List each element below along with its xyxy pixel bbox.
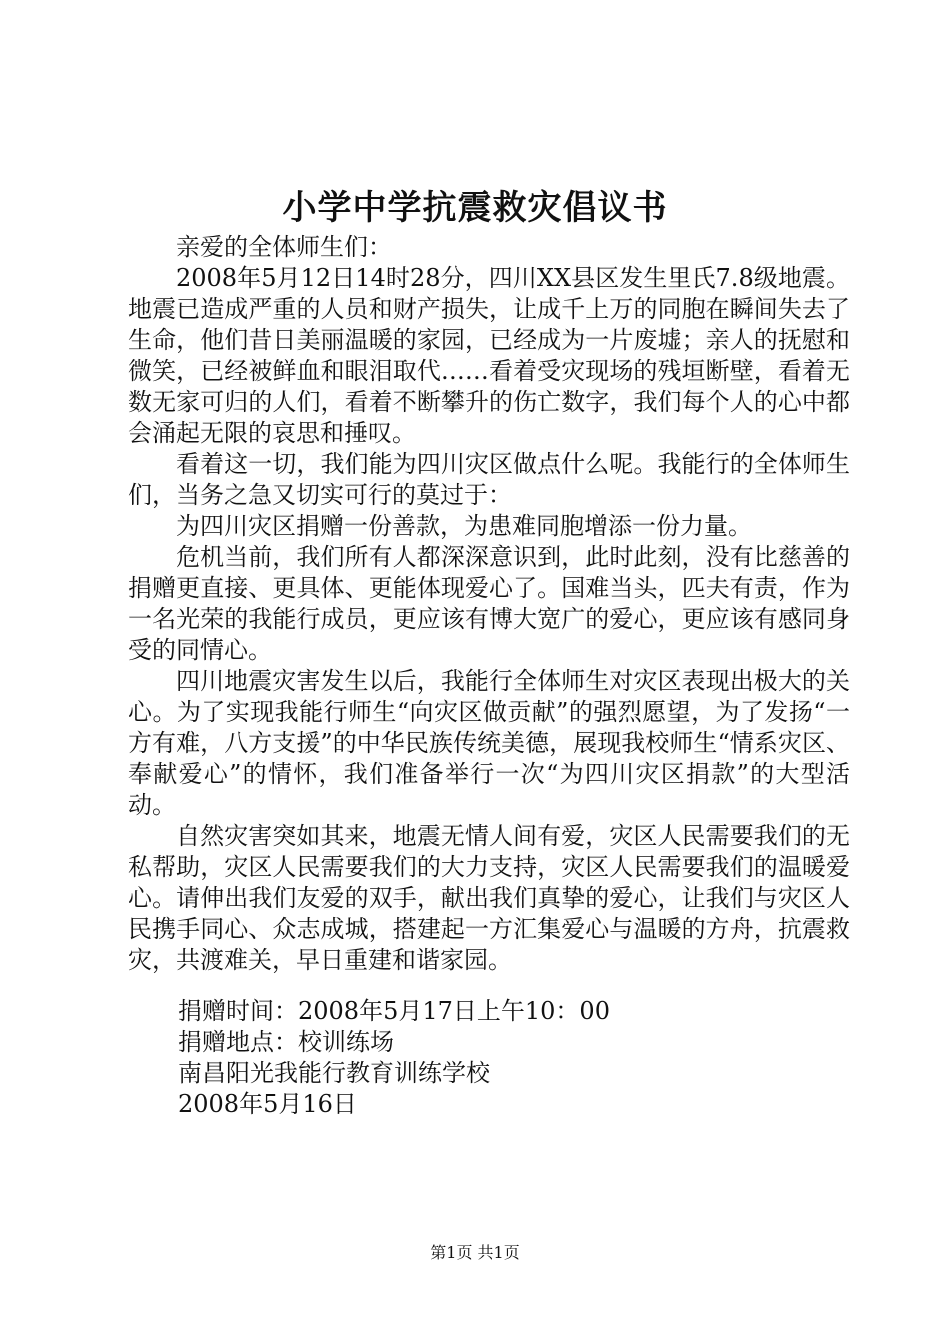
signature-block: [178, 996, 610, 1120]
organization-name: 南昌阳光我能行教育训练学校: [178, 1059, 490, 1087]
paragraph-3: 为四川灾区捐赠一份善款，为患难同胞增添一份力量。: [176, 512, 752, 540]
donation-time: 捐赠时间：2008年5月17日上午10：00: [178, 997, 610, 1025]
paragraph-6: 自然灾害突如其来，地震无情人间有爱，灾区人民需要我们的无私帮助，灾区人民需要我们的大力支持，灾区人民需要我们的温暖爱心。请伸出我们友爱的双手，献出我们真挚的爱心，让我们与灾区人民携手同心、众志成城，搭建起一方汇集爱心与温暖的方舟，抗震救灾，共渡难关，早日重建和谐家园。: [128, 822, 850, 974]
greeting: 亲爱的全体师生们：: [176, 233, 392, 261]
paragraph-5: 四川地震灾害发生以后，我能行全体师生对灾区表现出极大的关心。为了实现我能行师生“向灾区做贡献”的强烈愿望，为了发扬“一方有难，八方支援”的中华民族传统美德，展现我校师生“情系灾区、奉献爱心”的情怀，我们准备举行一次“为四川灾区捐款”的大型活动。: [128, 667, 850, 819]
donation-place: 捐赠地点：校训练场: [178, 1028, 394, 1056]
paragraph-4: 危机当前，我们所有人都深深意识到，此时此刻，没有比慈善的捐赠更直接、更具体、更能体现爱心了。国难当头，匹夫有责，作为一名光荣的我能行成员，更应该有博大宽广的爱心，更应该有感同身受的同情心。: [128, 543, 850, 664]
document-date: 2008年5月16日: [178, 1090, 357, 1118]
document-title: 小学中学抗震救灾倡议书: [282, 188, 668, 228]
document-body: [128, 232, 850, 976]
paragraph-1: 2008年5月12日14时28分，四川XX县区发生里氏7.8级地震。地震已造成严重的人员和财产损失，让成千上万的同胞在瞬间失去了生命，他们昔日美丽温暖的家园，已经成为一片废墟；亲人的抚慰和微笑，已经被鲜血和眼泪取代……看着受灾现场的残垣断壁，看着无数无家可归的人们，看着不断攀升的伤亡数字，我们每个人的心中都会涌起无限的哀思和捶叹。: [128, 264, 850, 447]
page-number: 第1页 共1页: [430, 1243, 520, 1262]
paragraph-2: 看着这一切，我们能为四川灾区做点什么呢。我能行的全体师生们，当务之急又切实可行的莫过于：: [128, 450, 850, 509]
